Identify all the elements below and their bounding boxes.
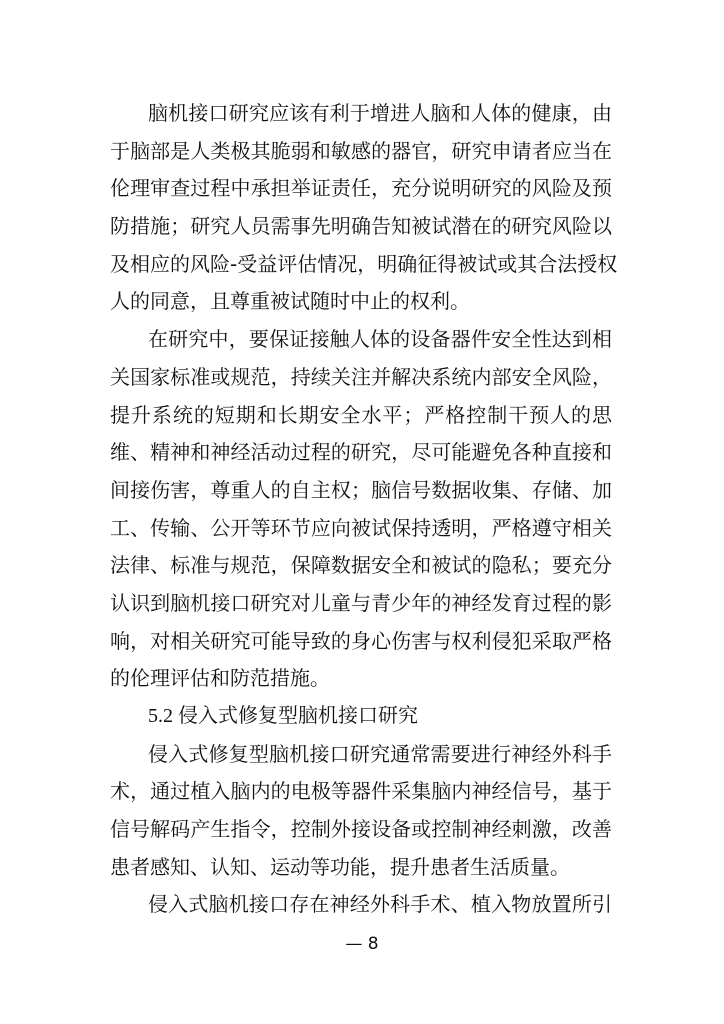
paragraph: [110, 736, 612, 887]
text-line: 人的同意，且尊重被试随时中止的权利。: [110, 289, 470, 314]
text-line: 响，对相关研究可能导致的身心伤害与权利侵犯采取严格: [110, 628, 612, 653]
paragraph: [110, 886, 612, 924]
page-number: — 8: [345, 934, 379, 954]
section-heading: [110, 698, 612, 736]
text-line: 信号解码产生指令，控制外接设备或控制神经刺激，改善: [110, 817, 612, 842]
text-line: 于脑部是人类极其脆弱和敏感的器官，研究申请者应当在: [110, 138, 612, 163]
document-body: [110, 95, 618, 924]
text-line: 关国家标准或规范，持续关注并解决系统内部安全风险，: [110, 364, 612, 389]
text-line: 的伦理评估和防范措施。: [110, 666, 330, 691]
text-line: 工、传输、公开等环节应向被试保持透明，严格遵守相关: [110, 515, 612, 540]
text-line: 法律、标准与规范，保障数据安全和被试的隐私；要充分: [110, 553, 612, 578]
text-line: 防措施；研究人员需事先明确告知被试潜在的研究风险以: [110, 214, 612, 239]
text-line: 患者感知、认知、运动等功能，提升患者生活质量。: [110, 854, 570, 879]
text-line: 及相应的风险-受益评估情况，明确征得被试或其合法授权: [110, 251, 618, 276]
paragraph: [110, 95, 618, 321]
text-line: 侵入式修复型脑机接口研究通常需要进行神经外科手: [148, 741, 612, 766]
text-line: 间接伤害，尊重人的自主权；脑信号数据收集、存储、加: [110, 477, 612, 502]
text-line: 维、精神和神经活动过程的研究，尽可能避免各种直接和: [110, 440, 612, 465]
text-line: 在研究中，要保证接触人体的设备器件安全性达到相: [148, 327, 612, 352]
text-line: 术，通过植入脑内的电极等器件采集脑内神经信号，基于: [110, 779, 612, 804]
text-line: 5.2 侵入式修复型脑机接口研究: [148, 705, 418, 727]
text-line: 脑机接口研究应该有利于增进人脑和人体的健康，由: [148, 101, 612, 125]
text-line: 伦理审查过程中承担举证责任，充分说明研究的风险及预: [110, 176, 612, 201]
text-line: 提升系统的短期和长期安全水平；严格控制干预人的思: [110, 402, 612, 427]
text-line: 侵入式脑机接口存在神经外科手术、植入物放置所引: [148, 892, 612, 917]
paragraph: [110, 321, 612, 698]
text-line: 认识到脑机接口研究对儿童与青少年的神经发育过程的影: [110, 590, 612, 615]
